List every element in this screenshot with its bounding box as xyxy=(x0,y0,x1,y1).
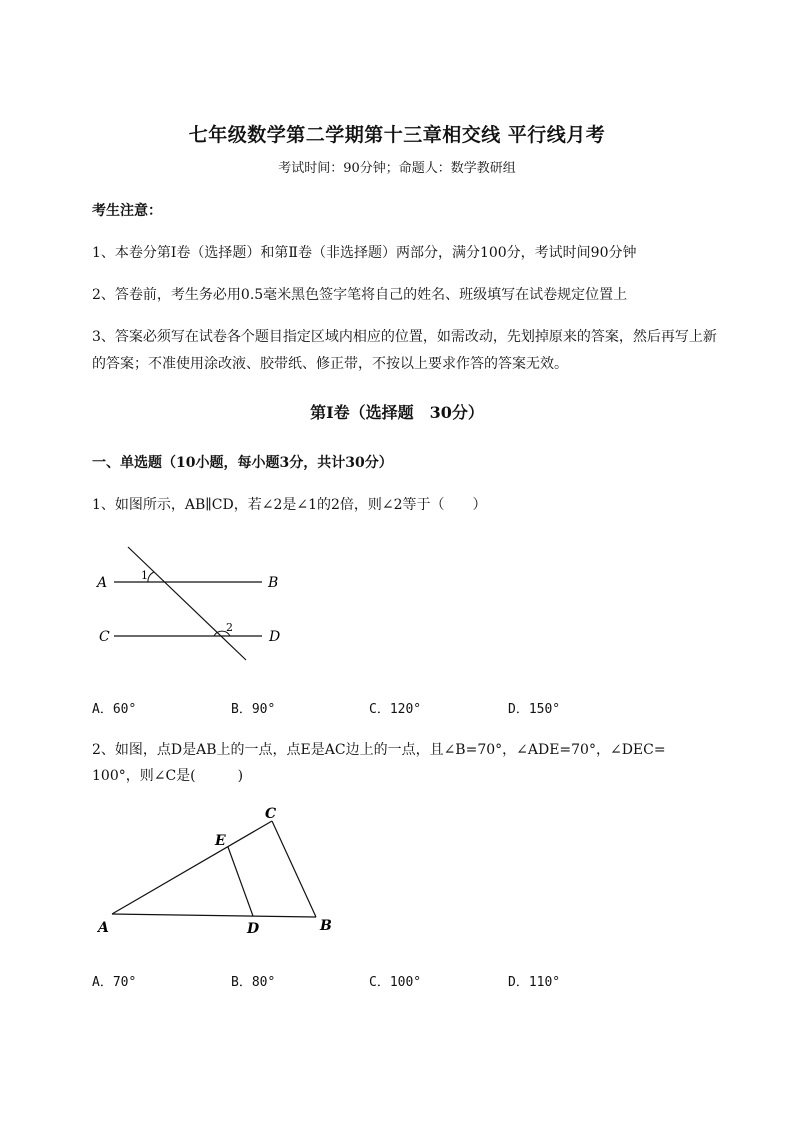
segment-ac xyxy=(112,821,272,914)
q2-option-d[interactable]: D．110° xyxy=(508,975,561,990)
notice-item-1: 1、本卷分第I卷（选择题）和第Ⅱ卷（非选择题）两部分，满分100分，考试时间90分钟 xyxy=(92,245,637,261)
question-2-stem-line1: 2、如图，点D是AB上的一点，点E是AC边上的一点，且∠B=70°，∠ADE=70°，∠DEC= xyxy=(92,742,666,758)
transversal xyxy=(128,547,246,660)
notice-item-2: 2、答卷前，考生务必用0.5毫米黑色签字笔将自己的姓名、班级填写在试卷规定位置上 xyxy=(92,287,628,303)
notice-heading: 考生注意： xyxy=(92,203,162,219)
q1-option-a[interactable]: A．60° xyxy=(92,702,137,717)
q2-option-a[interactable]: A．70° xyxy=(92,975,137,990)
notice-item-3-cont: 的答案；不准使用涂改液、胶带纸、修正带，不按以上要求作答的答案无效。 xyxy=(92,356,568,372)
segment-cb xyxy=(272,821,316,917)
fig1-angle-2-label: 2 xyxy=(226,621,233,634)
q2-option-b[interactable]: B．80° xyxy=(231,975,276,990)
section-title: 第I卷（选择题 30分） xyxy=(310,403,484,422)
figure-2 xyxy=(96,806,332,937)
fig2-label-d: D xyxy=(247,921,260,937)
exam-subtitle: 考试时间：90分钟；命题人：数学教研组 xyxy=(278,161,516,176)
q1-option-b[interactable]: B．90° xyxy=(231,702,276,717)
question-1-stem: 1、如图所示，AB∥CD，若∠2是∠1的2倍，则∠2等于（ ） xyxy=(92,497,487,513)
segment-ab xyxy=(112,914,316,917)
segment-de xyxy=(228,847,253,916)
fig2-label-b: B xyxy=(320,918,332,934)
fig1-label-c: C xyxy=(99,629,110,645)
fig1-angle-1-label: 1 xyxy=(141,569,148,582)
fig1-label-b: B xyxy=(268,575,279,591)
fig2-label-c: C xyxy=(265,806,277,822)
q1-option-c[interactable]: C．120° xyxy=(369,702,422,717)
angle-1-arc xyxy=(148,572,154,582)
fig1-label-a: A xyxy=(97,575,108,591)
fig2-label-a: A xyxy=(98,920,109,936)
question-2-stem-line2: 100°，则∠C是( ) xyxy=(92,768,244,784)
part-heading: 一、单选题（10小题，每小题3分，共计30分） xyxy=(92,455,393,471)
exam-title: 七年级数学第二学期第十三章相交线 平行线月考 xyxy=(188,124,606,146)
notice-item-3: 3、答案必须写在试卷各个题目指定区域内相应的位置，如需改动，先划掉原来的答案，然后再写上新 xyxy=(92,329,717,345)
q2-option-c[interactable]: C．100° xyxy=(369,975,422,990)
q1-option-d[interactable]: D．150° xyxy=(508,702,561,717)
figure-1 xyxy=(95,547,280,660)
fig2-label-e: E xyxy=(215,833,226,849)
fig1-label-d: D xyxy=(269,629,281,645)
